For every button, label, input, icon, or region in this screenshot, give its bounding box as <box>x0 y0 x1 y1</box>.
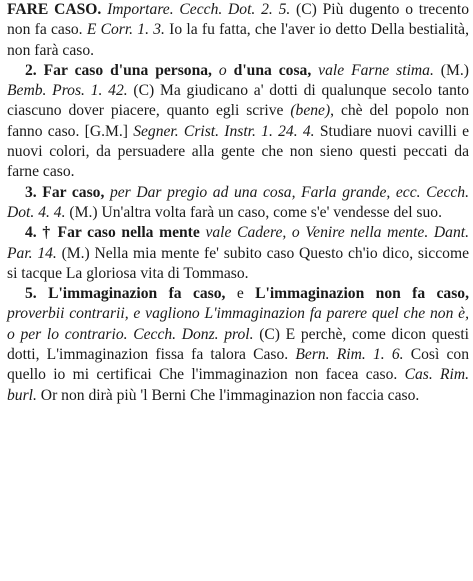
entry-headword: FARE CASO. <box>7 1 102 18</box>
entry-fare-caso <box>7 0 469 61</box>
quotation-text: Io la fu fatta, che l'aver io detto Della bestialità, non farà caso. <box>7 21 469 59</box>
sense-headword: L'immaginazion fa caso, <box>36 285 226 303</box>
quotation-text: Un'altra volta farà un caso, come s'e' vendesse del suo. <box>97 203 442 221</box>
definition-text: vale Cadere, o Venire nella mente. Dant. Par. 14. <box>7 224 469 262</box>
source-tag: (M.) <box>433 61 469 79</box>
quotation-text: Studiare nuovi cavilli e nuovi colori, da persuadere alla gente che non sieno questi peccati da farne caso. <box>7 122 469 181</box>
sense-2 <box>7 61 469 183</box>
sense-headword: Far caso d'una persona, <box>36 61 212 79</box>
quotation-text: Così con quello io mi certificai Che l'immaginazion non facea caso. <box>7 346 469 384</box>
sense-number: 3. <box>25 183 37 201</box>
quotation-text: E perchè, come dicon questi dotti, L'immaginazion fissa fa talora Caso. <box>7 325 469 364</box>
dagger-mark: † <box>36 224 52 242</box>
source-tag: (M.) <box>65 203 98 221</box>
sense-number: 4. <box>25 224 37 242</box>
citation: E Corr. 1. 3. <box>86 21 165 39</box>
source-tag: (C) <box>253 325 281 343</box>
sense-headword: Far caso nella mente <box>51 224 200 242</box>
sense-number: 5. <box>25 285 37 303</box>
quotation-text: Più dugento o trecento non fa caso. <box>7 1 469 39</box>
source-tag: (C) <box>127 82 155 100</box>
citation: Cas. Rim. burl. <box>7 366 469 404</box>
sense-headword-2: L'immaginazion non fa caso, <box>243 285 469 303</box>
sense-3 <box>7 183 469 224</box>
sense-5 <box>7 284 469 406</box>
source-tag: (M.) <box>56 244 90 262</box>
connector-text: e <box>225 285 244 303</box>
parenthetical: (bene) <box>290 102 331 120</box>
sense-headword-2: d'una cosa, <box>226 61 312 79</box>
quotation-text: Or non dirà più 'l Berni Che l'immaginazion non faccia caso. <box>36 386 420 404</box>
definition-text: Importare. Cecch. Dot. 2. 5. <box>101 1 297 18</box>
quotation-text: , chè del popolo non fanno caso. [G.M.] <box>7 102 470 140</box>
quotation-text: Nella mia mente fe' subito caso Questo ch'io dico, siccome si tacque La gloriosa vita di Tommaso. <box>7 244 469 282</box>
quotation-text: Ma giudicano a' dotti di qualunque secolo tanto ciascuno dover piacere, quanto egli scrive <box>7 82 470 120</box>
definition-text: vale Farne stima. <box>311 61 434 79</box>
source-tag: (C) <box>296 1 317 18</box>
definition-text: proverbii contrarii, e vagliono L'immaginazion fa parere quel che non è, o per lo contrario. Cecch. Donz. prol. <box>7 305 469 343</box>
citation: Bern. Rim. 1. 6. <box>295 346 404 364</box>
citation: Segner. Crist. Instr. 1. 24. 4. <box>133 122 315 140</box>
sense-number: 2. <box>25 61 37 79</box>
citation: Bemb. Pros. 1. 42. <box>7 82 128 100</box>
sense-4 <box>7 223 469 284</box>
definition-text: per Dar pregio ad una cosa, Farla grande, ecc. Cecch. Dot. 4. 4. <box>7 183 469 221</box>
sense-headword: Far caso, <box>36 183 105 201</box>
connector-text: o <box>211 61 227 79</box>
